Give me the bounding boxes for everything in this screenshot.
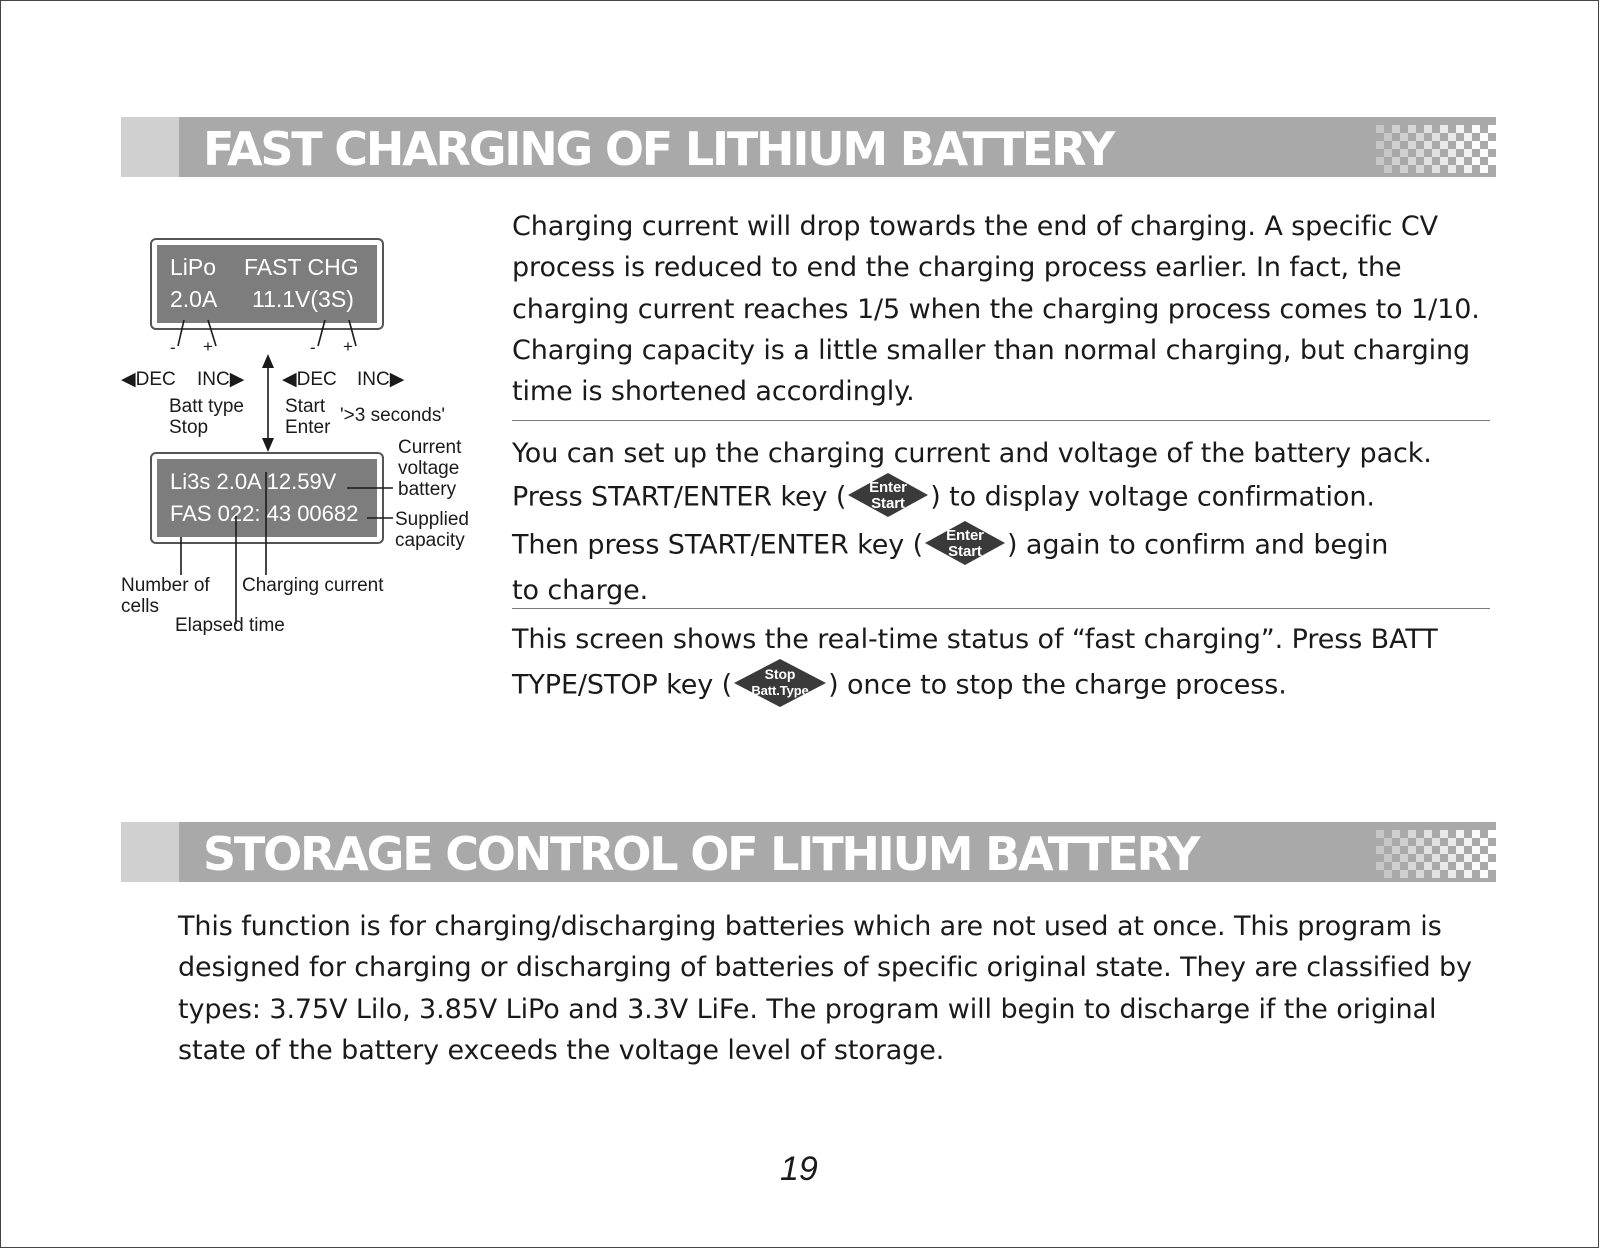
label-left-dec: ◀DEC	[121, 369, 176, 390]
lcd-top-line1-right: FAST CHG	[244, 254, 359, 280]
setup-line-3-start: Then press START/ENTER key (	[512, 529, 924, 561]
setup-line-3	[512, 522, 1504, 570]
enter-key-top-text: Enter	[869, 479, 908, 497]
page-number: 19	[780, 1150, 818, 1188]
label-plus-right: +	[343, 337, 353, 356]
setup-line-2-end: ) to display voltage confirmation.	[930, 481, 1375, 513]
checker-pattern	[1376, 830, 1496, 878]
stop-key-bottom-text: Batt.Type	[751, 683, 809, 699]
enter-key-bottom-text: Start	[948, 543, 982, 561]
divider	[512, 420, 1490, 421]
label-supplied-capacity: Supplied capacity	[395, 509, 469, 551]
enter-key-bottom-text: Start	[871, 495, 906, 513]
label-start-enter: Start Enter	[285, 396, 331, 438]
status-line-2-end: ) once to stop the charge process.	[828, 669, 1287, 701]
lcd-bottom-line2: FAS 022: 43 00682	[170, 501, 359, 526]
paragraph-storage-control: This function is for charging/discharging batteries which are not used at once. This program is designed for charging or discharging of batteries of specific original state. They are classified by types: 3.75V Lilo, 3.85V LiPo and 3.3V LiFe. The program will begin to discharge if the original state of the battery exceeds the voltage level of storage.	[178, 911, 1472, 1066]
banner-lead-block	[121, 822, 179, 882]
label-left-inc: INC▶	[197, 369, 245, 390]
setup-line-2	[512, 474, 1504, 522]
label-current-voltage-battery: Current voltage battery	[398, 437, 462, 500]
paragraph-realtime-status	[512, 619, 1504, 712]
paragraph-setup	[512, 433, 1504, 612]
checker-pattern	[1376, 125, 1496, 173]
label-plus-left: +	[203, 337, 213, 356]
label-charging-current: Charging current	[242, 575, 384, 596]
diagram-lines	[0, 0, 500, 650]
setup-line-1: You can set up the charging current and voltage of the battery pack.	[512, 438, 1432, 469]
setup-line-3-end: ) again to confirm and begin	[1007, 529, 1389, 561]
lcd-bottom-line1: Li3s 2.0A 12.59V	[170, 469, 337, 494]
lcd-top-line1-left: LiPo	[170, 254, 217, 280]
status-line-2-start: TYPE/STOP key (	[512, 669, 733, 701]
status-line-2	[512, 660, 1504, 712]
enter-start-key-icon	[923, 519, 1007, 567]
lcd-top-line2-left: 2.0A	[170, 286, 218, 312]
label-number-of-cells: Number of cells	[121, 575, 210, 617]
setup-line-4: to charge.	[512, 575, 649, 607]
status-line-1: This screen shows the real-time status of “fast charging”. Press BATT	[512, 624, 1438, 655]
section-title: STORAGE CONTROL OF LITHIUM BATTERY	[203, 827, 1199, 881]
label-minus-left: -	[170, 338, 176, 357]
stop-batt-type-key-icon	[732, 657, 828, 709]
lcd-top-line2-right: 11.1V(3S)	[252, 286, 354, 312]
enter-key-top-text: Enter	[946, 527, 984, 545]
label-minus-right: -	[310, 338, 316, 357]
enter-start-key-icon	[846, 471, 930, 519]
label-seconds: '>3 seconds'	[340, 405, 445, 426]
divider	[512, 608, 1490, 609]
section-title: FAST CHARGING OF LITHIUM BATTERY	[203, 122, 1113, 176]
label-elapsed-time: Elapsed time	[175, 615, 285, 636]
label-right-dec: ◀DEC	[282, 369, 337, 390]
paragraph-charging-current: Charging current will drop towards the end of charging. A specific CV process is reduced to end the charging process earlier. In fact, the charging current reaches 1/5 when the charging process comes to 1/10. Charging capacity is a little smaller than normal charging, but charging time is shortened accordingly.	[512, 211, 1480, 408]
label-batt-type-stop: Batt type Stop	[169, 396, 244, 438]
stop-key-top-text: Stop	[764, 666, 796, 683]
setup-line-2-start: Press START/ENTER key (	[512, 481, 847, 513]
label-right-inc: INC▶	[357, 369, 405, 390]
section-banner-storage-control	[121, 822, 1496, 882]
